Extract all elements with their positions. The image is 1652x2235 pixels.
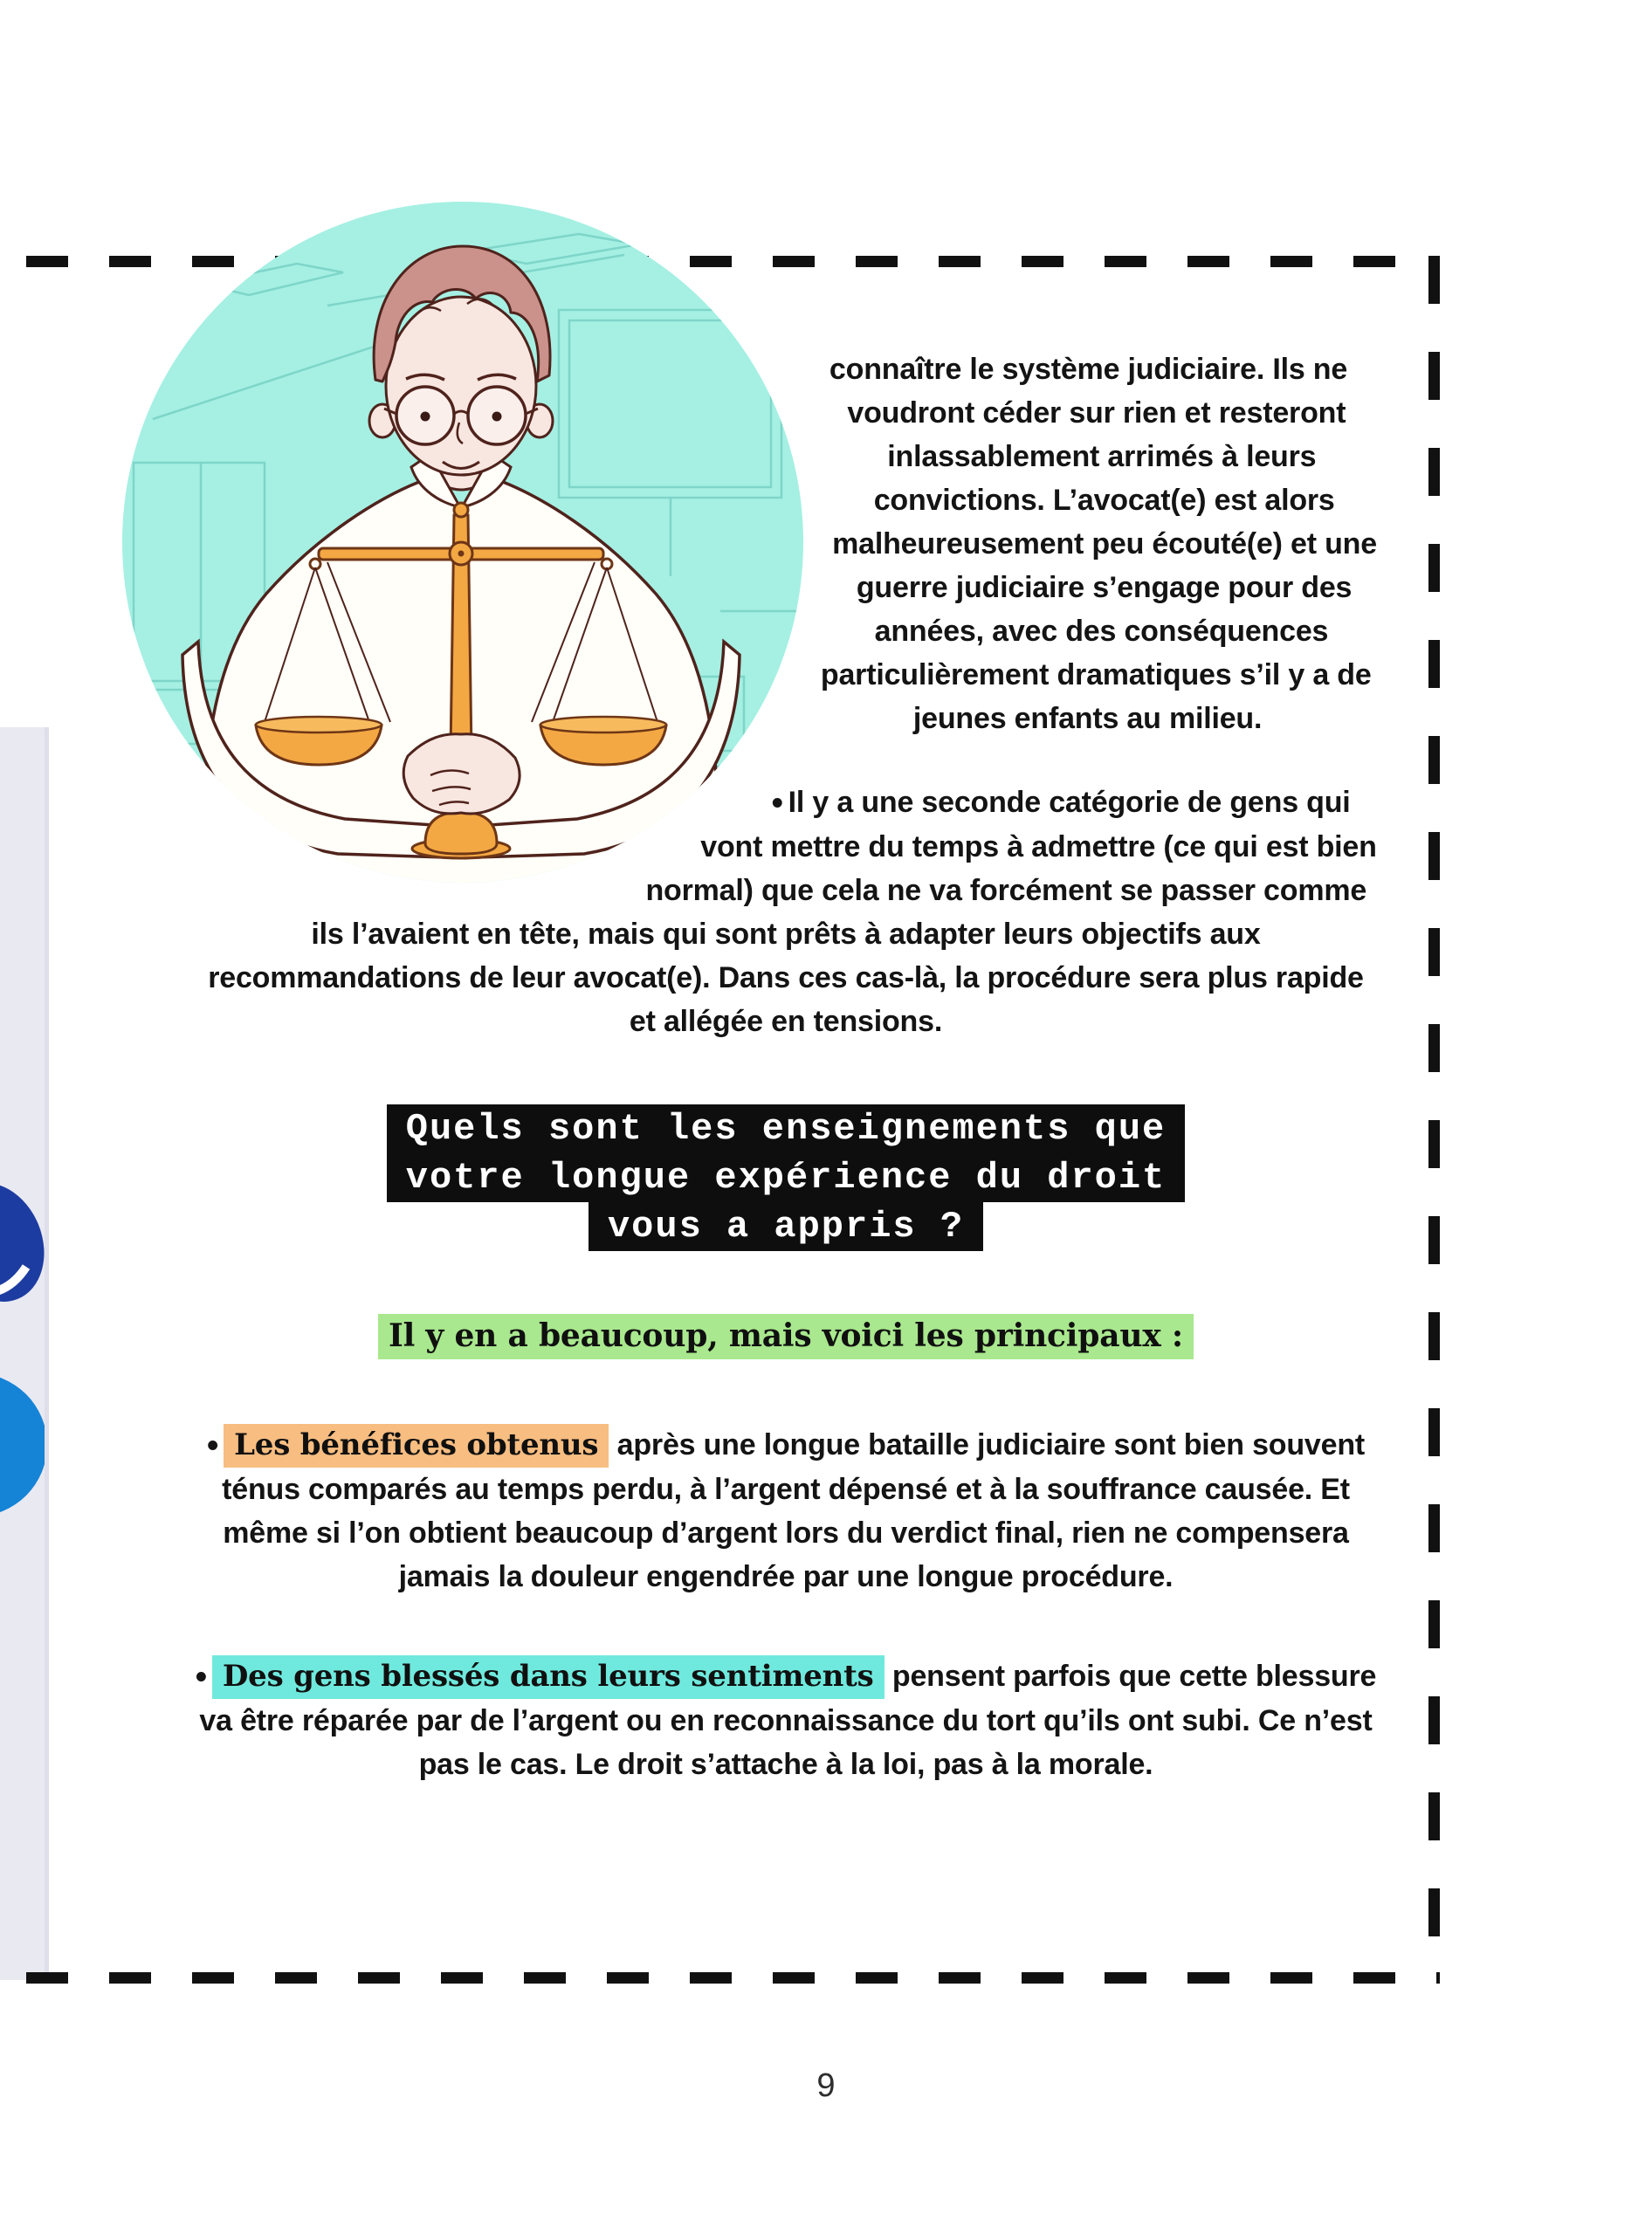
question-line-3: vous a appris ? [589,1202,983,1251]
decorative-blue-circle [0,1373,47,1516]
dashed-border-bottom [26,1972,1440,1984]
answer-intro-line [192,1314,1380,1358]
paragraph-benefits [192,1423,1380,1599]
paragraph-second-category-text: Il y a une seconde catégorie de gens qui vont mettre du temps à admettre (ce qui est bien normal) que cela ne va forcément se passer comme ils l’avaient en tête, mais qui sont prêts à adapter leurs objectifs aux recommandations de leur avocat(e). Dans ces cas-là, la procédure sera plus rapide et allégée en tensions. [208,786,1377,1038]
decorative-dark-blue-blob [0,1168,49,1317]
page-number: 9 [816,2067,836,2104]
circle-text-wrap-spacer [192,267,838,891]
bullet-dot: • [771,785,783,822]
article-body [192,267,1380,1786]
question-line-2: votre longue expérience du droit [387,1153,1186,1202]
paragraph-judicial-system-text: connaître le système judiciaire. Ils ne voudront céder sur rien et resteront inlassablement arrimés à leurs convictions. L’avocat(e) est alors malheureusement peu écouté(e) et une guerre judiciaire s’engage pour des années, avec des conséquences particulièrement dramatiques s’il y a de jeunes enfants au milieu. [820,353,1377,735]
paragraph-hurt-feelings-text: pensent parfois que cette blessure va être réparée par de l’argent ou en reconnaissance du tort qu’ils ont subi. Ce n’est pas le cas. Le droit s’attache à la loi, pas à la morale. [199,1660,1377,1781]
previous-page-blue-shapes [0,727,49,1980]
bullet-dot: • [206,1427,219,1464]
cyan-highlight-text: Des gens blessés dans leurs sentiments [212,1655,885,1699]
orange-highlight-text: Les bénéfices obtenus [224,1424,609,1468]
dashed-border-right [1428,256,1440,1984]
bullet-dot: • [195,1659,207,1695]
question-line-1: Quels sont les enseignements que [387,1104,1186,1153]
paragraph-hurt-feelings [192,1654,1380,1786]
green-highlight-text: Il y en a beaucoup, mais voici les principaux : [378,1314,1194,1359]
previous-page-edge-strip [0,727,49,1980]
interview-question-block [192,1104,1380,1251]
paragraph-benefits-text: après une longue bataille judiciaire sont bien souvent ténus comparés au temps perdu, à l’argent dépensé et à la souffrance causée. Et même si l’on obtient beaucoup d’argent lors du verdict final, rien ne compensera jamais la douleur engendrée par une longue procédure. [222,1428,1366,1593]
